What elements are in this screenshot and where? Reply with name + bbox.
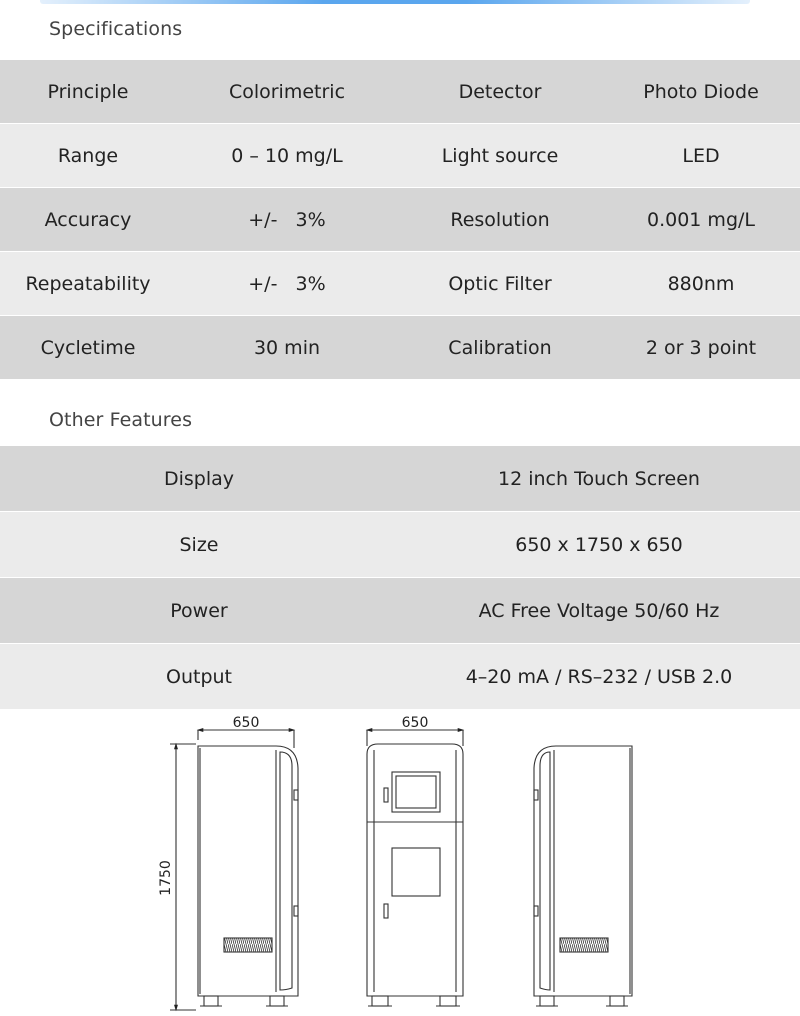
spec-value: +/- 3% <box>248 208 326 231</box>
spec-value: 2 or 3 point <box>645 336 757 359</box>
spec-row <box>0 251 800 315</box>
feature-row <box>0 446 800 511</box>
feature-row <box>0 643 800 709</box>
spec-label: Optic Filter <box>448 272 552 295</box>
feature-row <box>0 577 800 643</box>
spec-label: Principle <box>47 80 129 103</box>
spec-value: 0.001 mg/L <box>647 208 755 231</box>
spec-label: Light source <box>441 144 559 167</box>
front-view-center <box>367 730 463 1006</box>
feature-value: 4–20 mA / RS–232 / USB 2.0 <box>465 665 733 688</box>
spec-row <box>0 315 800 379</box>
spec-label: Detector <box>458 80 542 103</box>
feature-label: Output <box>166 665 232 688</box>
spec-row <box>0 60 800 123</box>
spec-value: 0 – 10 mg/L <box>231 144 343 167</box>
specifications-title: Specifications <box>49 18 183 40</box>
spec-label: Calibration <box>448 336 552 359</box>
feature-value: AC Free Voltage 50/60 Hz <box>478 599 720 622</box>
spec-value: LED <box>682 144 720 167</box>
side-width-label: 650 <box>232 715 260 731</box>
spec-label: Range <box>57 144 119 167</box>
side-view-left <box>170 730 298 1010</box>
spec-label: Resolution <box>450 208 550 231</box>
spec-row <box>0 123 800 187</box>
front-width-label: 650 <box>401 715 429 731</box>
other-features-title: Other Features <box>49 409 193 431</box>
spec-label: Accuracy <box>44 208 132 231</box>
spec-value: +/- 3% <box>248 272 326 295</box>
spec-label: Cycletime <box>40 336 136 359</box>
feature-value: 12 inch Touch Screen <box>498 467 700 490</box>
feature-row <box>0 511 800 577</box>
specifications-table <box>0 60 800 379</box>
feature-value: 650 x 1750 x 650 <box>515 533 683 556</box>
spec-value: Colorimetric <box>228 80 346 103</box>
spec-value: Photo Diode <box>643 80 759 103</box>
side-view-right <box>534 746 632 1006</box>
top-accent-bar <box>40 0 750 4</box>
feature-label: Power <box>170 599 228 622</box>
spec-row <box>0 187 800 251</box>
feature-label: Display <box>163 467 235 490</box>
spec-label: Repeatability <box>25 272 151 295</box>
spec-value: 30 min <box>253 336 321 359</box>
cabinet-technical-drawing <box>0 705 800 1012</box>
other-features-table <box>0 446 800 709</box>
height-label: 1750 <box>158 860 174 896</box>
feature-label: Size <box>179 533 219 556</box>
drawing-svg <box>0 705 800 1012</box>
spec-value: 880nm <box>667 272 735 295</box>
